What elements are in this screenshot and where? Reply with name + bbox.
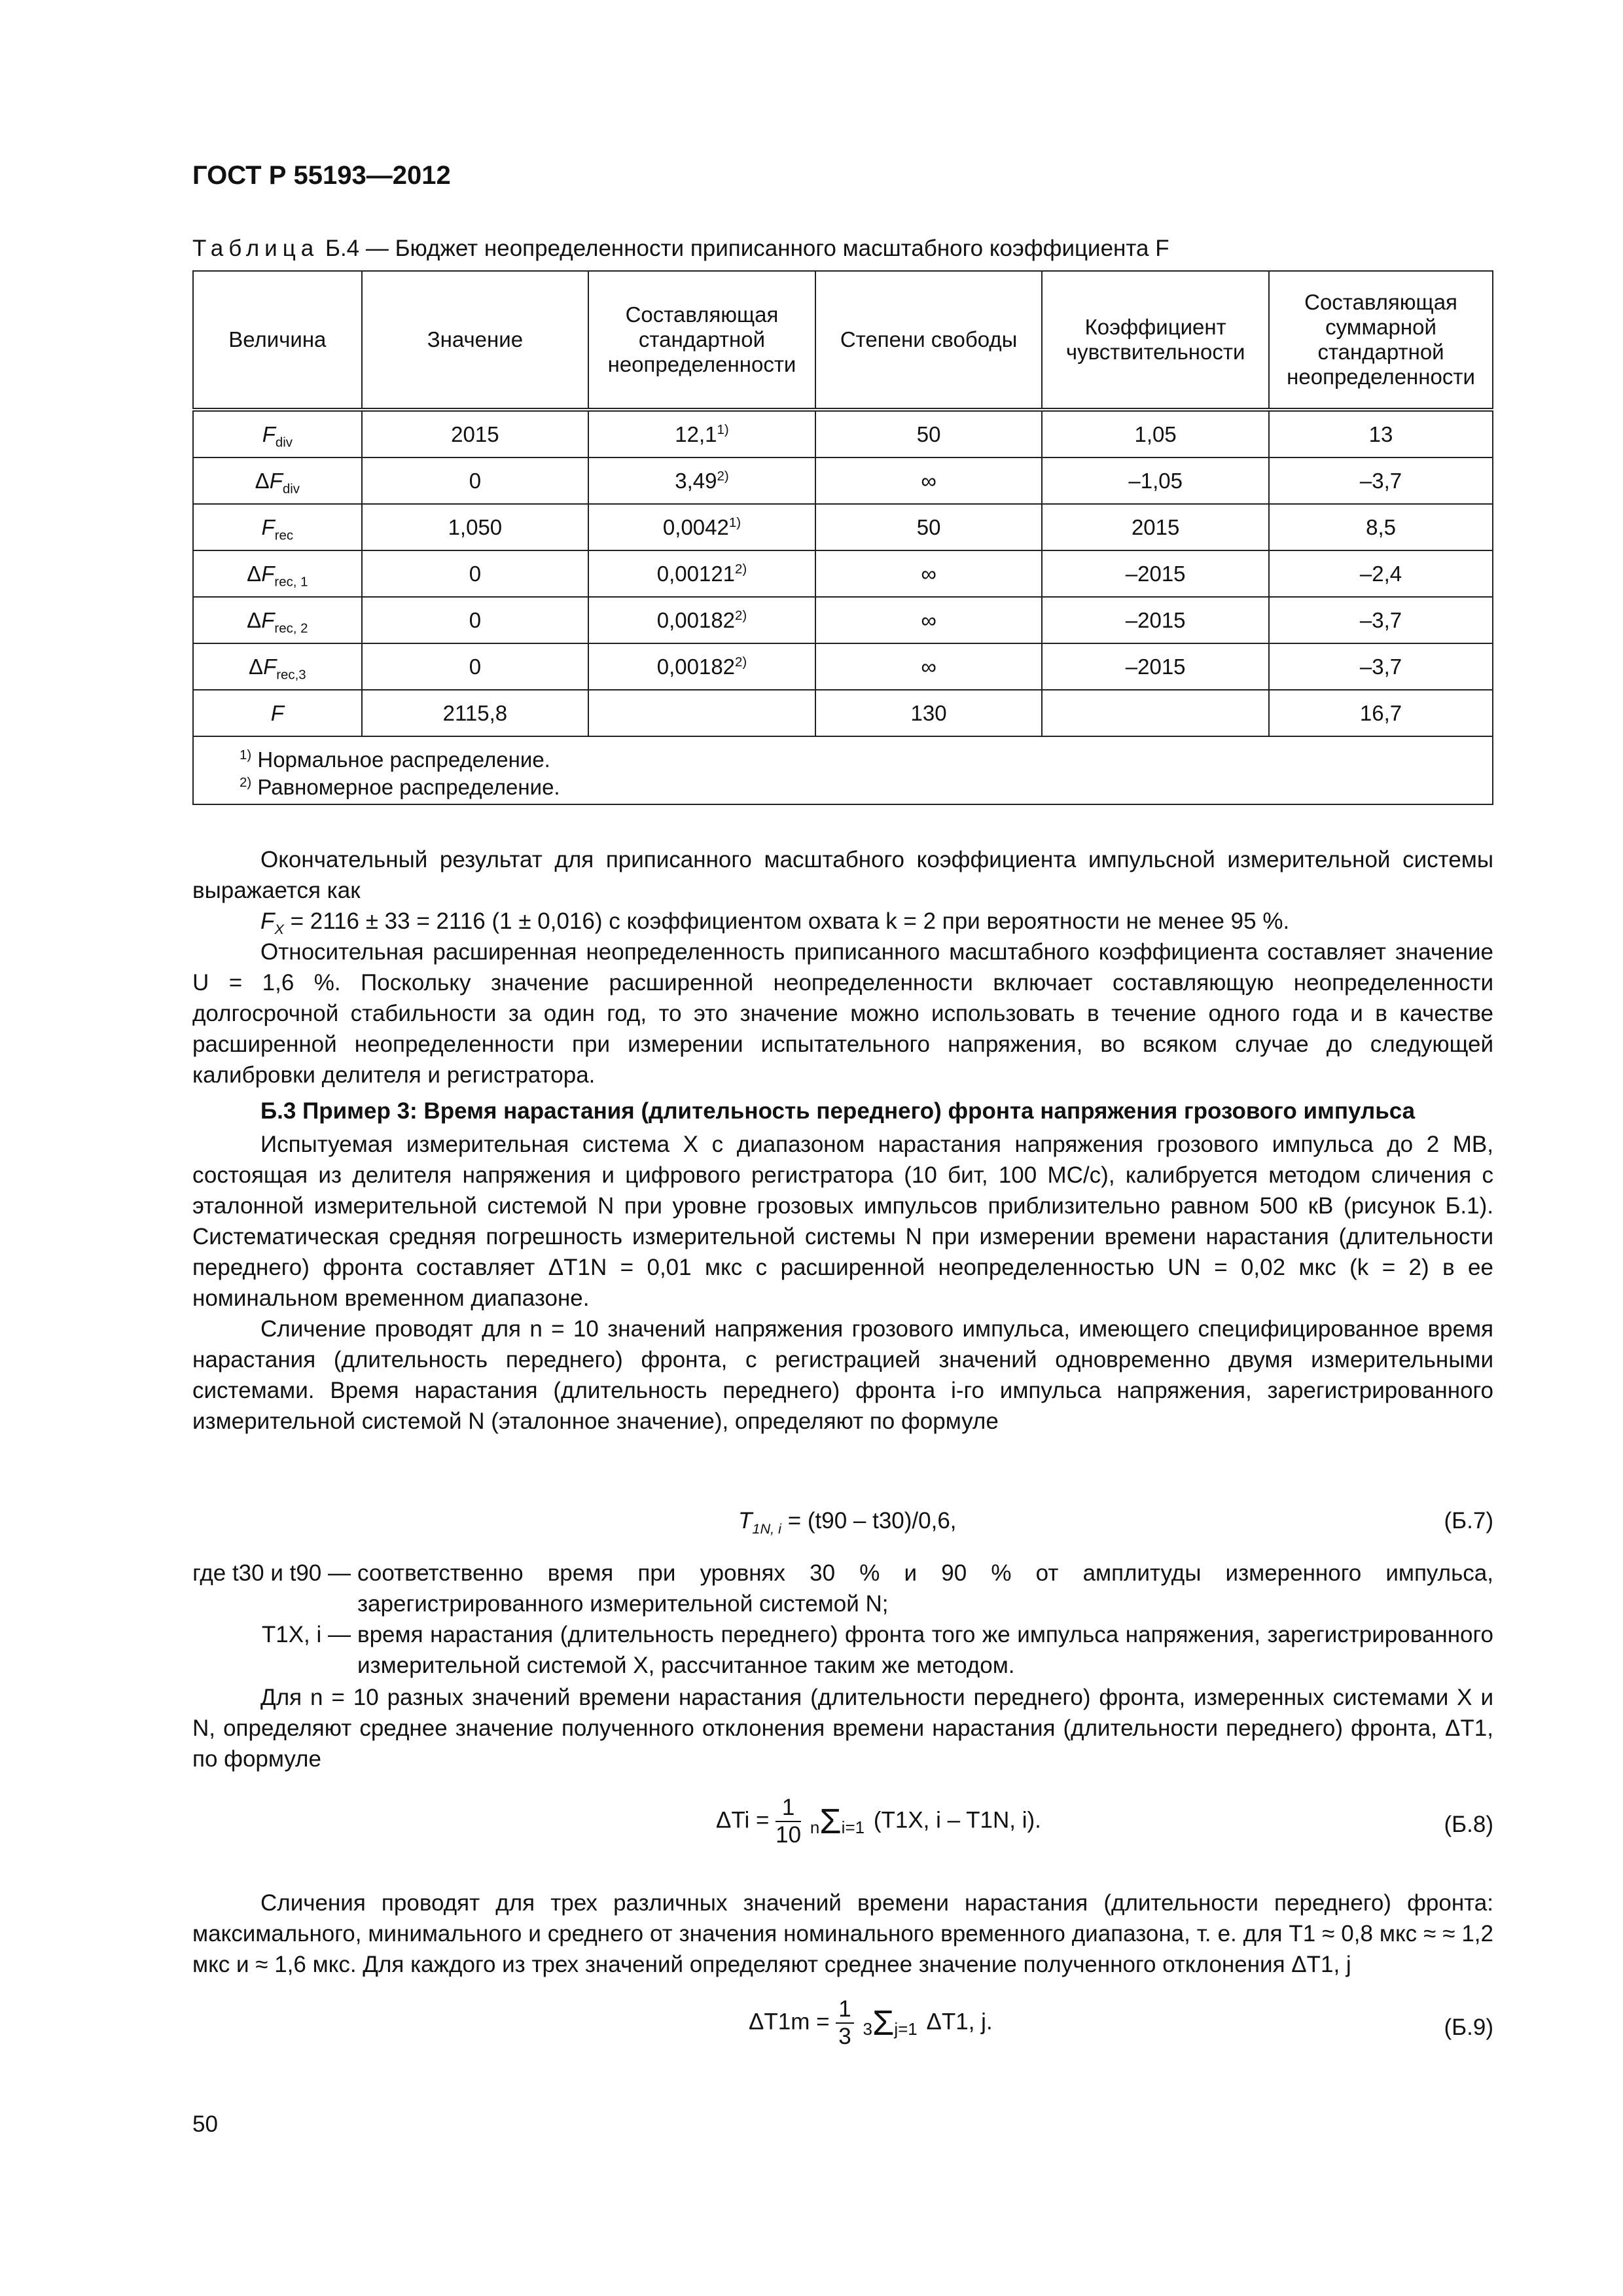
column-header: Коэффициент чувствительности bbox=[1042, 271, 1269, 410]
std-uncertainty-cell: 12,1$^{1)}$ bbox=[588, 410, 815, 457]
paragraph: Относительная расширенная неопределенность приписанного масштабного коэффициента составляет значение U = 1,6 %. Поскольку значение расширенной неопределенности включает составляющую неопределенности долгосрочной стабильности за один год, то это значение можно использовать в течение одного года и в качестве расширенной неопределенности при измерении испытательного напряжения, во всяком случае до следующей калибровки делителя и регистратора. bbox=[192, 939, 1493, 1088]
value-cell: 1,050 bbox=[362, 504, 588, 550]
paragraph: Испытуемая измерительная система X с диапазоном нарастания напряжения грозового импульса до 2 МВ, состоящая из делителя напряжения и цифрового регистратора (10 бит, 100 МС/с), калибруется методом сличения с эталонной измерительной системой N при уровне грозовых импульсов приблизительно равном 500 кВ (рисунок Б.1). Систематическая средняя погрешность измерительной системы N при измерении времени нарастания (длительности переднего) фронта составляет ΔT1N = 0,01 мкс с расширенной неопределенностью UN = 0,02 мкс (k = 2) в ее номинальном временном диапазоне. bbox=[192, 1132, 1493, 1311]
page-number: 50 bbox=[192, 2111, 218, 2137]
table-row bbox=[193, 643, 1493, 690]
value-cell: 2115,8 bbox=[362, 690, 588, 736]
quantity-cell: $\Delta F_{rec, 2}$ bbox=[193, 597, 362, 643]
value-cell: 0 bbox=[362, 457, 588, 504]
paragraph: Сличения проводят для трех различных значений времени нарастания (длительности переднего) фронта: максимального, минимального и среднего от значения номинального временного диапазона, т. е. для T1 ≈ 0,8 мкс ≈ ≈ 1,2 мкс и ≈ 1,6 мкс. Для каждого из трех значений определяют среднее значение полученного отклонения ΔT1, j bbox=[192, 1890, 1493, 1977]
std-uncertainty-cell: 3,49$^{2)}$ bbox=[588, 457, 815, 504]
std-uncertainty-cell: 0,00182$^{2)}$ bbox=[588, 643, 815, 690]
where-desc: время нарастания (длительность переднего) фронта того же импульса напряжения, зарегистрированного измерительной системой X, рассчитанное таким же методом. bbox=[357, 1622, 1493, 1678]
sensitivity-cell bbox=[1042, 690, 1269, 736]
column-header: Значение bbox=[362, 271, 588, 410]
combined-uncertainty-cell: 16,7 bbox=[1269, 690, 1493, 736]
quantity-cell: $\Delta F_{rec, 1}$ bbox=[193, 550, 362, 597]
paragraph: Для n = 10 разных значений времени нарастания (длительности переднего) фронта, измеренных системами X и N, определяют среднее значение полученного отклонения времени нарастания (длительности переднего) фронта, ΔT1, по формуле bbox=[192, 1685, 1493, 1772]
dof-cell: 130 bbox=[815, 690, 1042, 736]
where-row bbox=[192, 1558, 1493, 1619]
equation-number: (Б.9) bbox=[1444, 2015, 1493, 2040]
table-row bbox=[193, 690, 1493, 736]
equation-number: (Б.8) bbox=[1444, 1812, 1493, 1837]
value-cell: 0 bbox=[362, 643, 588, 690]
quantity-cell: $F_{rec}$ bbox=[193, 504, 362, 550]
combined-uncertainty-cell: 13 bbox=[1269, 410, 1493, 457]
std-uncertainty-cell: 0,0042$^{1)}$ bbox=[588, 504, 815, 550]
quantity-cell: $\Delta F_{div}$ bbox=[193, 457, 362, 504]
result-line: $F_X = 2116 \pm 33 = 2116$ (1 ± 0,016) с коэффициентом охвата k = 2 при вероятности не менее 95 %. bbox=[260, 908, 1290, 937]
dof-cell: ∞ bbox=[815, 643, 1042, 690]
dof-cell: ∞ bbox=[815, 457, 1042, 504]
equation-b9: ΔT1m = $\frac{1}{3}$ 3Σj=1 ΔT1, j. bbox=[749, 1996, 993, 2049]
sensitivity-cell: 1,05 bbox=[1042, 410, 1269, 457]
dof-cell: 50 bbox=[815, 504, 1042, 550]
dof-cell: ∞ bbox=[815, 550, 1042, 597]
body-text-block-3 bbox=[192, 1888, 1493, 1980]
column-header: Составляющая стандартной неопределенности bbox=[588, 271, 815, 410]
sensitivity-cell: –1,05 bbox=[1042, 457, 1269, 504]
combined-uncertainty-cell: –3,7 bbox=[1269, 597, 1493, 643]
where-desc: соответственно время при уровнях 30 % и 90 % от амплитуды измеренного импульса, зарегистрированного измерительной системой N; bbox=[357, 1560, 1493, 1617]
sum-symbol: nΣi=1 bbox=[810, 1802, 865, 1841]
table-row bbox=[193, 504, 1493, 550]
body-text-block-1 bbox=[192, 844, 1493, 1437]
fraction: $\frac{1}{10}$ bbox=[776, 1795, 802, 1848]
sensitivity-cell: –2015 bbox=[1042, 550, 1269, 597]
page-header: ГОСТ Р 55193—2012 bbox=[192, 161, 451, 190]
where-block bbox=[192, 1558, 1493, 1681]
table-row bbox=[193, 550, 1493, 597]
section-title: Б.3 Пример 3: Время нарастания (длительность переднего) фронта напряжения грозового импульса bbox=[260, 1098, 1416, 1124]
uncertainty-budget-table bbox=[192, 270, 1493, 805]
equation-b8: ΔTi = $\frac{1}{10}$ nΣi=1 (T1X, i – T1N, i). bbox=[716, 1795, 1041, 1848]
combined-uncertainty-cell: –2,4 bbox=[1269, 550, 1493, 597]
sensitivity-cell: –2015 bbox=[1042, 597, 1269, 643]
footnote: $^{1)}$ Нормальное распределение. bbox=[240, 747, 550, 772]
std-uncertainty-cell bbox=[588, 690, 815, 736]
column-header: Составляющая суммарной стандартной неопределенности bbox=[1269, 271, 1493, 410]
std-uncertainty-cell: 0,00121$^{2)}$ bbox=[588, 550, 815, 597]
sensitivity-cell: –2015 bbox=[1042, 643, 1269, 690]
dof-cell: ∞ bbox=[815, 597, 1042, 643]
column-header: Степени свободы bbox=[815, 271, 1042, 410]
column-header: Величина bbox=[193, 271, 362, 410]
quantity-cell: $F_{div}$ bbox=[193, 410, 362, 457]
sensitivity-cell: 2015 bbox=[1042, 504, 1269, 550]
combined-uncertainty-cell: –3,7 bbox=[1269, 643, 1493, 690]
quantity-cell: $\Delta F_{rec,3}$ bbox=[193, 643, 362, 690]
table-caption-word: Таблица bbox=[192, 236, 319, 261]
table-row bbox=[193, 410, 1493, 457]
dof-cell: 50 bbox=[815, 410, 1042, 457]
value-cell: 0 bbox=[362, 550, 588, 597]
table-caption-text: Б.4 — Бюджет неопределенности приписанного масштабного коэффициента F bbox=[325, 236, 1169, 261]
paragraph: Сличение проводят для n = 10 значений напряжения грозового импульса, имеющего специфицированное время нарастания (длительность переднего) фронта, с регистрацией значений одновременно двумя измерительными системами. Время нарастания (длительность переднего) фронта i-го импульса напряжения, зарегистрированного измерительной системой N (эталонное значение), определяют по формуле bbox=[192, 1316, 1493, 1434]
table-caption bbox=[192, 236, 1169, 262]
table-header-row bbox=[193, 271, 1493, 410]
footnotes-cell bbox=[193, 736, 1493, 804]
value-cell: 2015 bbox=[362, 410, 588, 457]
where-term: где t30 и t90 — bbox=[192, 1560, 351, 1586]
footnote: $^{2)}$ Равномерное распределение. bbox=[240, 775, 560, 799]
combined-uncertainty-cell: –3,7 bbox=[1269, 457, 1493, 504]
sum-symbol: 3Σj=1 bbox=[863, 2003, 918, 2043]
where-row bbox=[192, 1619, 1493, 1681]
paragraph: Окончательный результат для приписанного масштабного коэффициента импульсной измерительной системы выражается как bbox=[192, 847, 1493, 903]
value-cell: 0 bbox=[362, 597, 588, 643]
body-text-block-2 bbox=[192, 1682, 1493, 1774]
std-uncertainty-cell: 0,00182$^{2)}$ bbox=[588, 597, 815, 643]
equation-b7: $T_{1N, i} = (t90 - t30)/0,6$, bbox=[738, 1508, 957, 1537]
footnotes-row bbox=[193, 736, 1493, 804]
table-row bbox=[193, 597, 1493, 643]
where-term: T1X, i — bbox=[261, 1622, 351, 1647]
equation-number: (Б.7) bbox=[1444, 1508, 1493, 1534]
quantity-cell: F bbox=[193, 690, 362, 736]
combined-uncertainty-cell: 8,5 bbox=[1269, 504, 1493, 550]
table-row bbox=[193, 457, 1493, 504]
fraction: $\frac{1}{3}$ bbox=[836, 1996, 853, 2050]
